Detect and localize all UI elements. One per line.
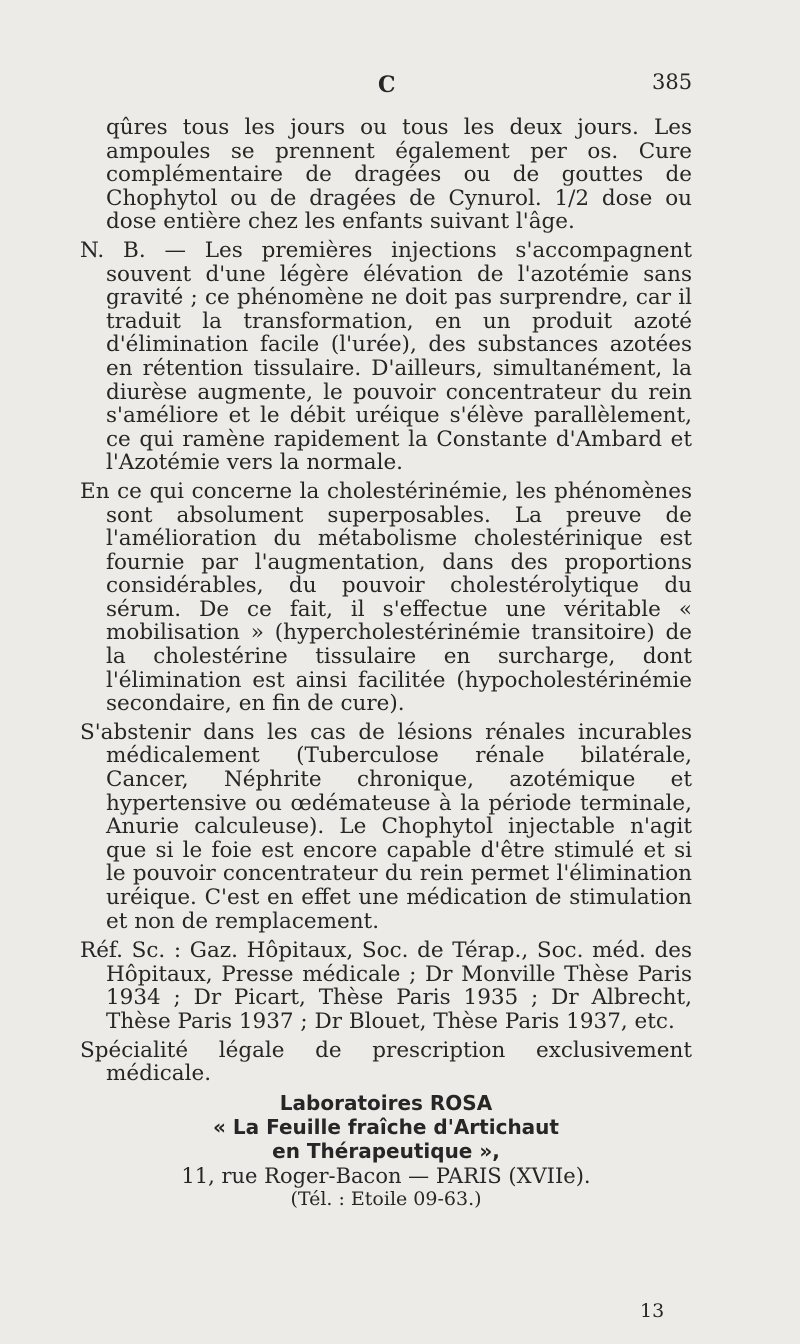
lab-tagline-2: en Thérapeutique », [272, 1138, 500, 1163]
paragraph-references: Réf. Sc. : Gaz. Hôpitaux, Soc. de Térap., Soc. méd. des Hôpitaux, Presse médicale ; Dr Monville Thèse Paris 1934 ; Dr Picart, Thèse Paris 1935 ; Dr Albrecht, Thèse Paris 1937 ; Dr Blouet, Thèse Paris 1937, etc. [80, 938, 692, 1034]
signature-mark: 13 [640, 1300, 665, 1322]
paragraph-contraindications: S'abstenir dans les cas de lésions rénales incurables médicalement (Tuberculose rénale bilatérale, Cancer, Néphrite chronique, azotémique et hypertensive ou œdémateuse à la période terminale, Anurie calculeuse). Le Chophytol injectable n'agit que si le foie est encore capable d'être stimulé et si le pouvoir concentrateur du rein permet l'élimination uréique. C'est en effet une médication de stimulation et non de remplacement. [80, 719, 692, 934]
paragraph-cholesterol: En ce qui concerne la cholestérinémie, les phénomènes sont absolument superposables. La preuve de l'amélioration du métabolisme cholestérinique est fournie par l'augmentation, dans des proportions considérables, du pouvoir cholestérolytique du sérum. De ce fait, il s'effectue une véritable « mobilisation » (hypercholestérinémie transitoire) de la cholestérine tissulaire en surcharge, dont l'élimination est ainsi facilitée (hypocholestérinémie secondaire, en fin de cure). [80, 478, 692, 717]
body-text [80, 116, 692, 1210]
lab-address: 11, rue Roger-Bacon — PARIS (XVIIe). [181, 1163, 591, 1188]
section-letter: C [378, 72, 396, 98]
lab-name: Laboratoires ROSA [279, 1090, 493, 1115]
lab-phone: (Tél. : Etoile 09-63.) [290, 1187, 482, 1210]
paragraph-dosage: qûres tous les jours ou tous les deux jours. Les ampoules se prennent également per os. Cure complémentaire de dragées ou de gouttes de Chophytol ou de dragées de Cynurol. 1/2 dose ou dose entière chez les enfants suivant l'âge. [106, 115, 692, 235]
paragraph-nota-bene: N. B. — Les premières injections s'accompagnent souvent d'une légère élévation de l'azotémie sans gravité ; ce phénomène ne doit pas surprendre, car il traduit la transformation, en un produit azoté d'élimination facile (l'urée), des substances azotées en rétention tissulaire. D'ailleurs, simultanément, la diurèse augmente, le pouvoir concentrateur du rein s'améliore et le débit uréique s'élève parallèlement, ce qui ramène rapidement la Constante d'Ambard et l'Azotémie vers la normale. [80, 237, 692, 476]
page-number: 385 [652, 70, 693, 94]
paragraph-specialty: Spécialité légale de prescription exclusivement médicale. [80, 1037, 692, 1087]
lab-tagline-1: « La Feuille fraîche d'Artichaut [213, 1114, 559, 1139]
